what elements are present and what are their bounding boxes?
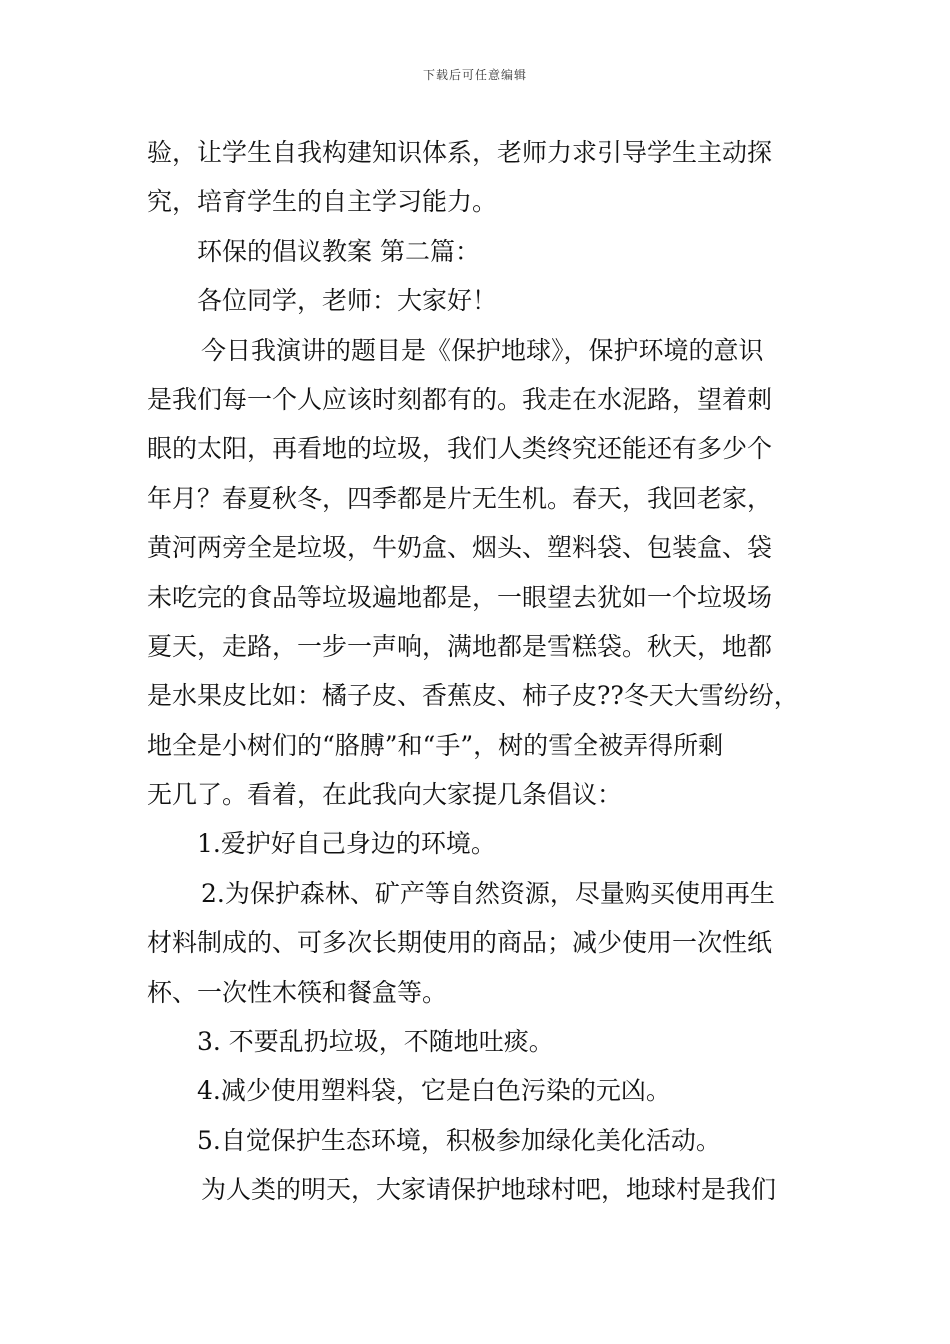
proposal-item: 1.爱护好自己身边的环境。 <box>197 829 496 859</box>
paragraph-line: 验，让学生自我构建知识体系，老师力求引导学生主动探 <box>147 138 773 167</box>
paragraph-line: 眼的太阳，再看地的垃圾，我们人类终究还能还有多少个 <box>147 434 773 464</box>
paragraph-line: 是我们每一个人应该时刻都有的。我走在水泥路，望着刺 <box>147 384 773 414</box>
proposal-item: 2.为保护森林、矿产等自然资源，尽量购买使用再生 <box>201 878 775 908</box>
page-header-note: 下载后可任意编辑 <box>422 68 527 82</box>
document-body <box>147 128 837 1215</box>
paragraph-line: 年月？春夏秋冬，四季都是片无生机。春天，我回老家， <box>147 483 773 513</box>
section-heading: 环保的倡议教案 第二篇： <box>197 236 480 266</box>
paragraph-line: 为人类的明天，大家请保护地球村吧，地球村是我们 <box>201 1175 777 1205</box>
proposal-item: 4.减少使用塑料袋，它是白色污染的元凶。 <box>197 1076 671 1106</box>
paragraph-line: 地全是小树们的“胳膊”和“手”，树的雪全被弄得所剩 <box>147 730 724 760</box>
paragraph-line: 材料制成的、可多次长期使用的商品；减少使用一次性纸 <box>147 928 773 958</box>
paragraph-line: 无几了。看着，在此我向大家提几条倡议： <box>147 780 623 810</box>
paragraph-line: 夏天，走路，一步一声响，满地都是雪糕袋。秋天，地都 <box>147 631 773 661</box>
paragraph-line: 究，培育学生的自主学习能力。 <box>147 187 498 217</box>
proposal-item: 5.自觉保护生态环境，积极参加绿化美化活动。 <box>197 1125 721 1155</box>
paragraph-line: 黄河两旁全是垃圾，牛奶盒、烟头、塑料袋、包装盒、袋 <box>147 533 773 563</box>
paragraph-line: 是水果皮比如：橘子皮、香蕉皮、柿子皮??冬天大雪纷纷， <box>147 681 799 711</box>
paragraph-line: 今日我演讲的题目是《保护地球》，保护环境的意识 <box>201 335 764 365</box>
paragraph-line: 杯、一次性木筷和餐盒等。 <box>147 977 448 1007</box>
salutation: 各位同学，老师：大家好！ <box>197 286 498 316</box>
proposal-item: 3. 不要乱扔垃圾，不随地吐痰。 <box>197 1027 554 1057</box>
paragraph-line: 未吃完的食品等垃圾遍地都是，一眼望去犹如一个垃圾场 <box>147 582 773 612</box>
